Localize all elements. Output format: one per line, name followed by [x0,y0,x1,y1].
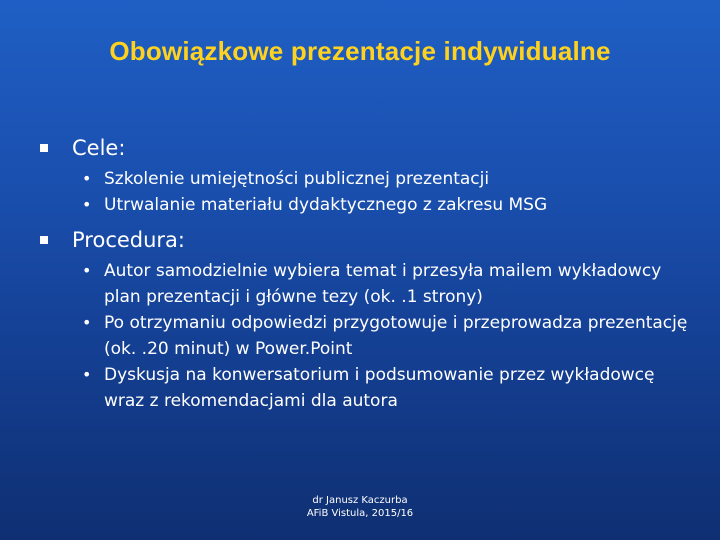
round-bullet-icon: • [82,169,92,188]
square-bullet-icon [40,236,48,244]
list-item: • Po otrzymaniu odpowiedzi przygotowuje i przeprowadza prezentację (ok. .20 minut) w Power.Point [80,310,690,362]
slide-footer [290,494,430,520]
list-item: • Utrwalanie materiału dydaktycznego z zakresu MSG [80,192,690,218]
round-bullet-icon: • [82,261,92,280]
section-heading-label: Cele: [72,136,126,160]
list-item: • Autor samodzielnie wybiera temat i przesyła mailem wykładowcy plan prezentacji i główne tezy (ok. .1 strony) [80,258,690,310]
section-heading-label: Procedura: [72,228,185,252]
section-items-cele [80,166,690,218]
round-bullet-icon: • [82,313,92,332]
section-heading-cele [40,136,125,160]
list-item: • Szkolenie umiejętności publicznej prezentacji [80,166,690,192]
section-heading-procedura [40,228,185,252]
round-bullet-icon: • [82,365,92,384]
square-bullet-icon [40,144,48,152]
footer-institution: AFiB Vistula, 2015/16 [306,508,414,519]
footer-author: dr Janusz Kaczurba [312,495,408,506]
slide-title: Obowiązkowe prezentacje indywidualne [109,36,611,66]
list-item: • Dyskusja na konwersatorium i podsumowanie przez wykładowcę wraz z rekomendacjami dla autora [80,362,690,414]
round-bullet-icon: • [82,195,92,214]
section-items-procedura [80,258,690,414]
